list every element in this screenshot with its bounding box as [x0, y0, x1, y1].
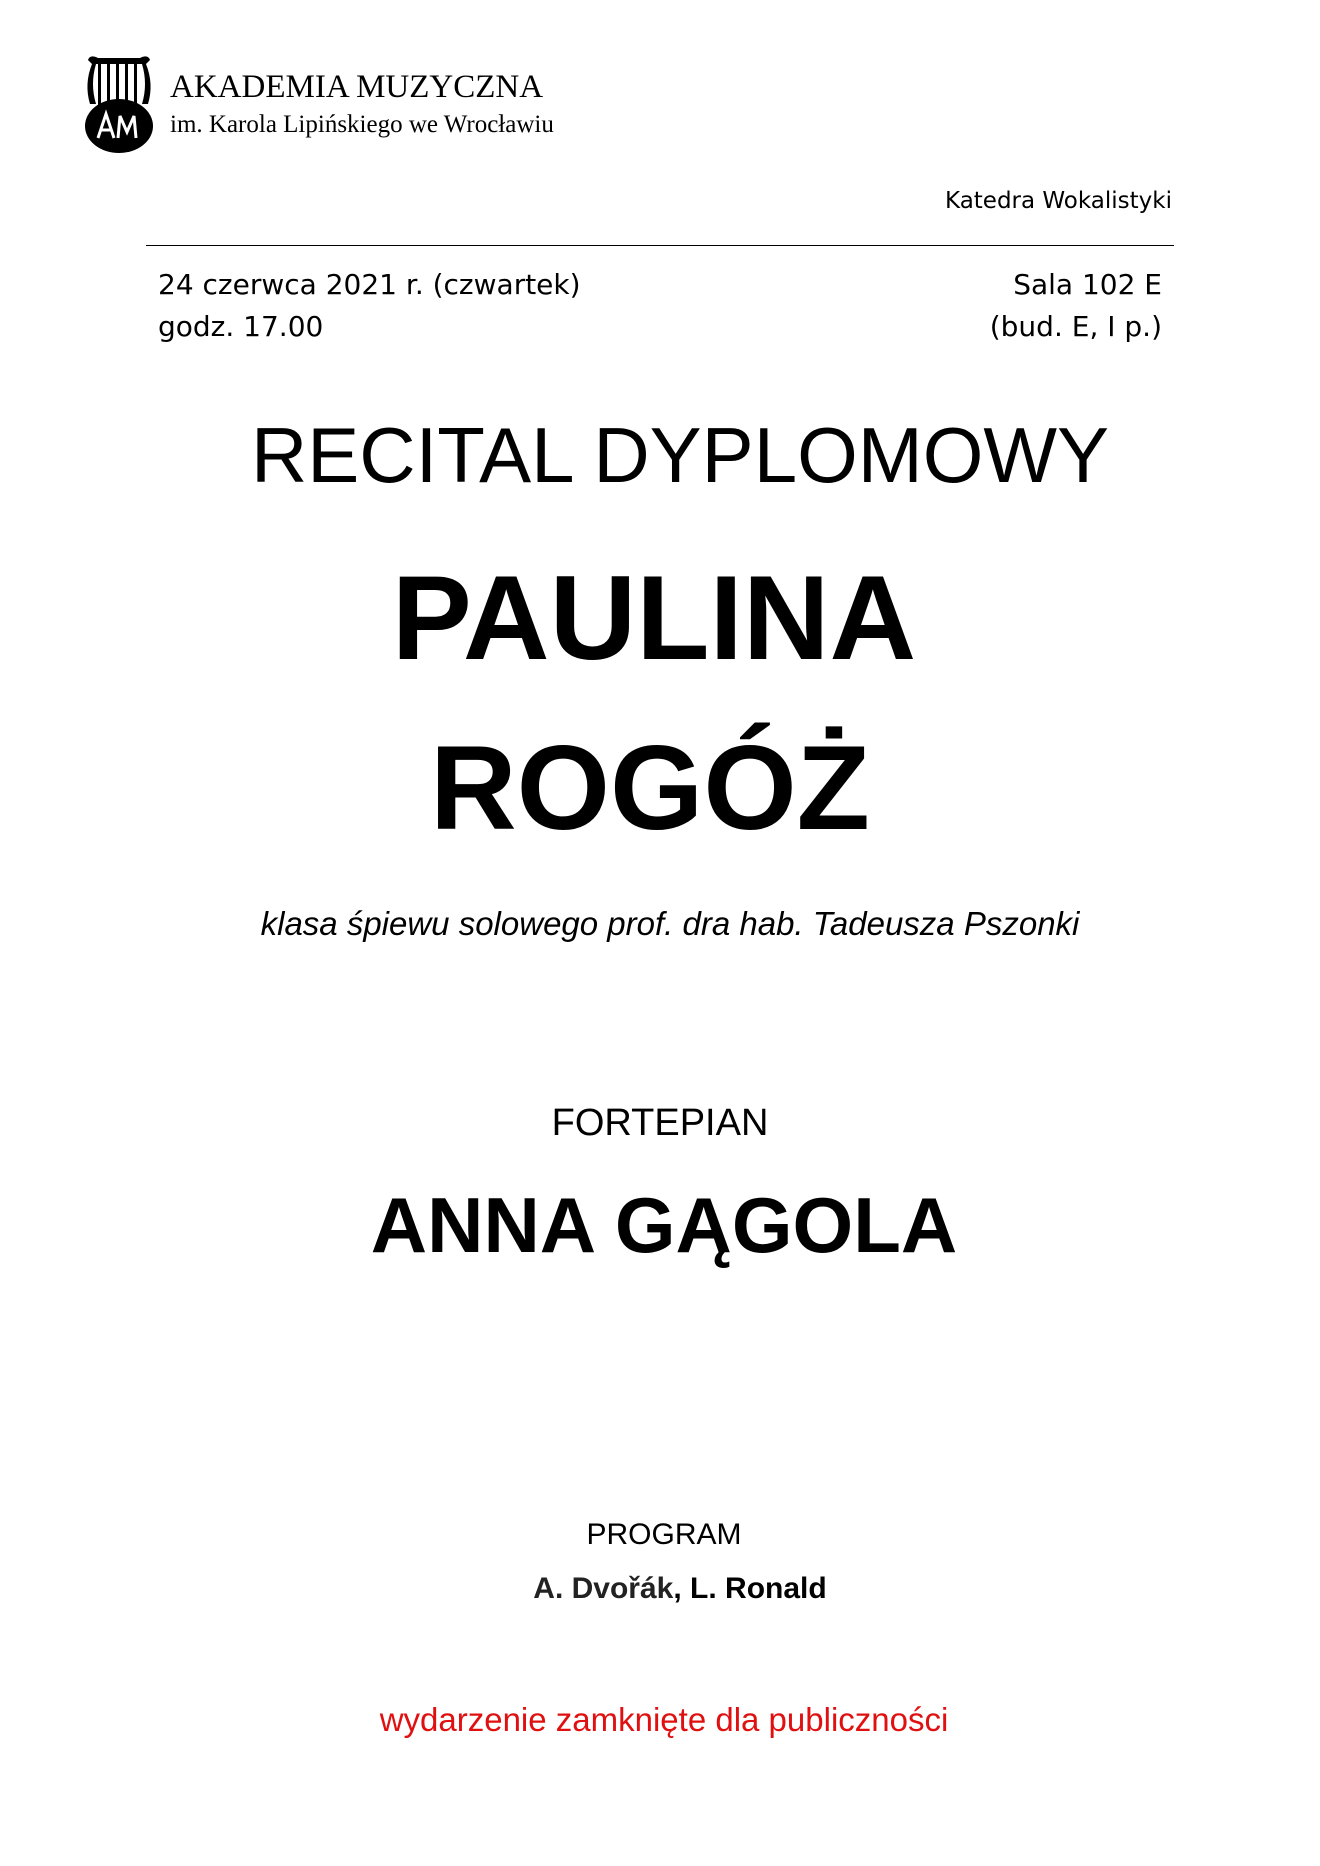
instrument-label: FORTEPIAN — [551, 1102, 769, 1144]
composer-separator: , — [673, 1572, 691, 1605]
institution-name: AKADEMIA MUZYCZNA — [170, 69, 544, 105]
event-location — [990, 264, 1162, 348]
institution-subtitle: im. Karola Lipińskiego we Wrocławiu — [170, 111, 554, 138]
closed-event-notice: wydarzenie zamknięte dla publiczności — [379, 1701, 949, 1738]
lyre-icon — [82, 54, 156, 154]
program-composers — [20, 1570, 1320, 1608]
accompanist-name: ANNA GĄGOLA — [370, 1181, 958, 1269]
performer-first-name: PAULINA — [391, 551, 917, 685]
program-heading: PROGRAM — [586, 1518, 742, 1551]
composer-dvorak: A. Dvořák — [533, 1572, 674, 1605]
event-building: (bud. E, I p.) — [989, 310, 1162, 343]
department-label: Katedra Wokalistyki — [945, 188, 1172, 214]
recital-title: RECITAL DYPLOMOWY — [250, 411, 1110, 499]
performer-last-name: ROGÓŻ — [430, 721, 870, 855]
class-info: klasa śpiewu solowego prof. dra hab. Tadeusza Pszonki — [260, 905, 1080, 942]
header-divider — [146, 245, 1174, 246]
event-time: godz. 17.00 — [158, 310, 324, 343]
event-datetime — [158, 264, 581, 348]
event-date: 24 czerwca 2021 r. (czwartek) — [158, 268, 581, 301]
event-room: Sala 102 E — [1013, 268, 1162, 301]
composer-ronald: L. Ronald — [690, 1572, 827, 1605]
